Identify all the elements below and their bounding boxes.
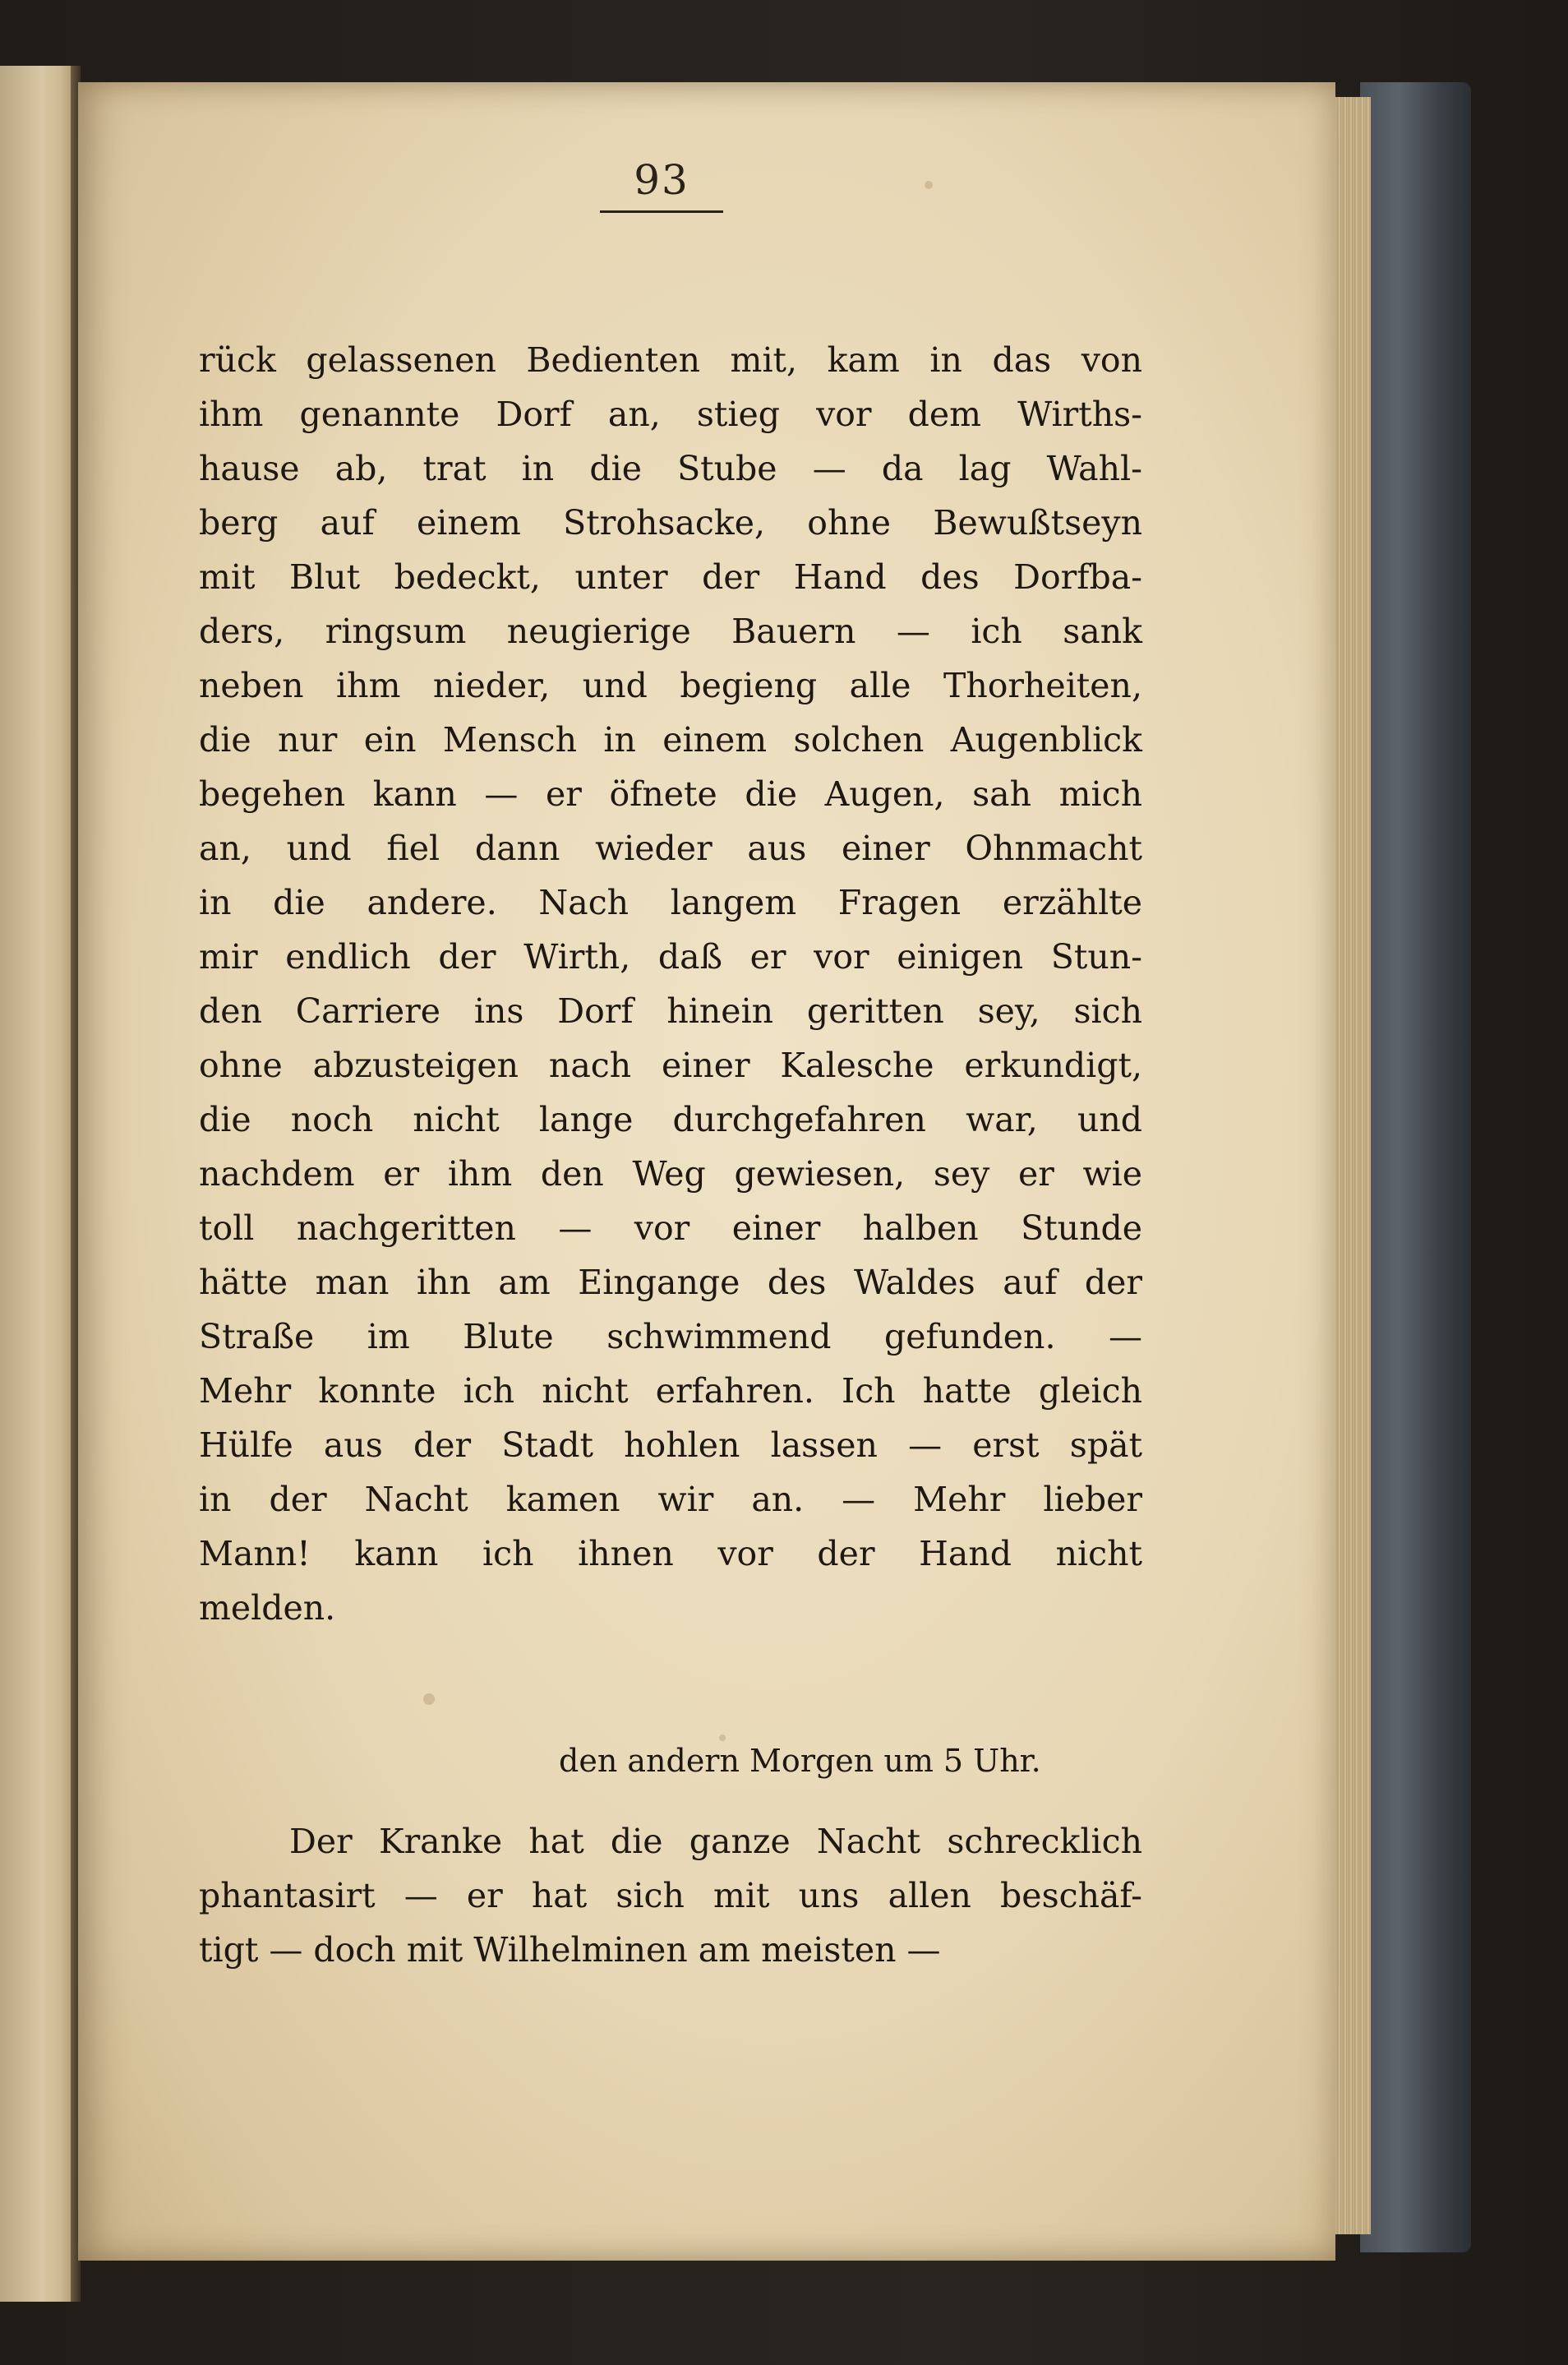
text-line: ihm genannte Dorf an, stieg vor dem Wirths- xyxy=(199,395,1142,434)
text-line: toll nachgeritten — vor einer halben Stunde xyxy=(199,1208,1142,1248)
page-stack-edge xyxy=(1330,97,1371,2234)
text-line: neben ihm nieder, und begieng alle Thorheiten, xyxy=(199,666,1142,705)
main-paragraph xyxy=(199,333,1142,1635)
text-line: phantasirt — er hat sich mit uns allen beschäf- xyxy=(199,1876,1142,1915)
page-number: 93 xyxy=(634,156,689,204)
text-line: tigt — doch mit Wilhelminen am meisten — xyxy=(199,1930,941,1970)
text-line: berg auf einem Strohsacke, ohne Bewußtseyn xyxy=(199,503,1142,543)
text-line: in der Nacht kamen wir an. — Mehr lieber xyxy=(199,1480,1142,1519)
previous-page-edge xyxy=(0,66,78,2302)
letter-dateline: den andern Morgen um 5 Uhr. xyxy=(559,1743,1041,1779)
paper-spot xyxy=(423,1693,435,1705)
text-line: Mehr konnte ich nicht erfahren. Ich hatte gleich xyxy=(199,1371,1142,1411)
text-line: die nur ein Mensch in einem solchen Augenblick xyxy=(199,720,1142,760)
text-line: Mann! kann ich ihnen vor der Hand nicht xyxy=(199,1534,1142,1573)
text-line: den Carriere ins Dorf hinein geritten sey, sich xyxy=(199,991,1142,1031)
text-line: hause ab, trat in die Stube — da lag Wahl- xyxy=(199,449,1142,488)
text-line: die noch nicht lange durchgefahren war, und xyxy=(199,1100,1142,1139)
text-line: nachdem er ihm den Weg gewiesen, sey er wie xyxy=(199,1154,1142,1194)
book-cover-edge xyxy=(1360,82,1471,2252)
page-number-rule xyxy=(600,210,723,213)
text-line: hätte man ihn am Eingange des Waldes auf der xyxy=(199,1263,1142,1302)
text-line: in die andere. Nach langem Fragen erzählte xyxy=(199,883,1142,922)
text-line: mir endlich der Wirth, daß er vor einigen Stun- xyxy=(199,937,1142,977)
text-line: an, und fiel dann wieder aus einer Ohnmacht xyxy=(199,829,1142,868)
second-paragraph xyxy=(199,1814,1142,1977)
text-line: rück gelassenen Bedienten mit, kam in das von xyxy=(199,340,1142,380)
text-line: Der Kranke hat die ganze Nacht schrecklich xyxy=(289,1822,1142,1861)
text-line: ohne abzusteigen nach einer Kalesche erkundigt, xyxy=(199,1046,1142,1085)
text-line: Hülfe aus der Stadt hohlen lassen — erst spät xyxy=(199,1425,1142,1465)
text-line: Straße im Blute schwimmend gefunden. — xyxy=(199,1317,1142,1356)
text-line: ders, ringsum neugierige Bauern — ich sank xyxy=(199,612,1142,651)
text-line: melden. xyxy=(199,1588,336,1628)
text-line: begehen kann — er öfnete die Augen, sah mich xyxy=(199,774,1142,814)
paper-spot xyxy=(925,181,933,189)
paper-spot xyxy=(719,1734,726,1741)
text-line: mit Blut bedeckt, unter der Hand des Dorfba- xyxy=(199,557,1142,597)
